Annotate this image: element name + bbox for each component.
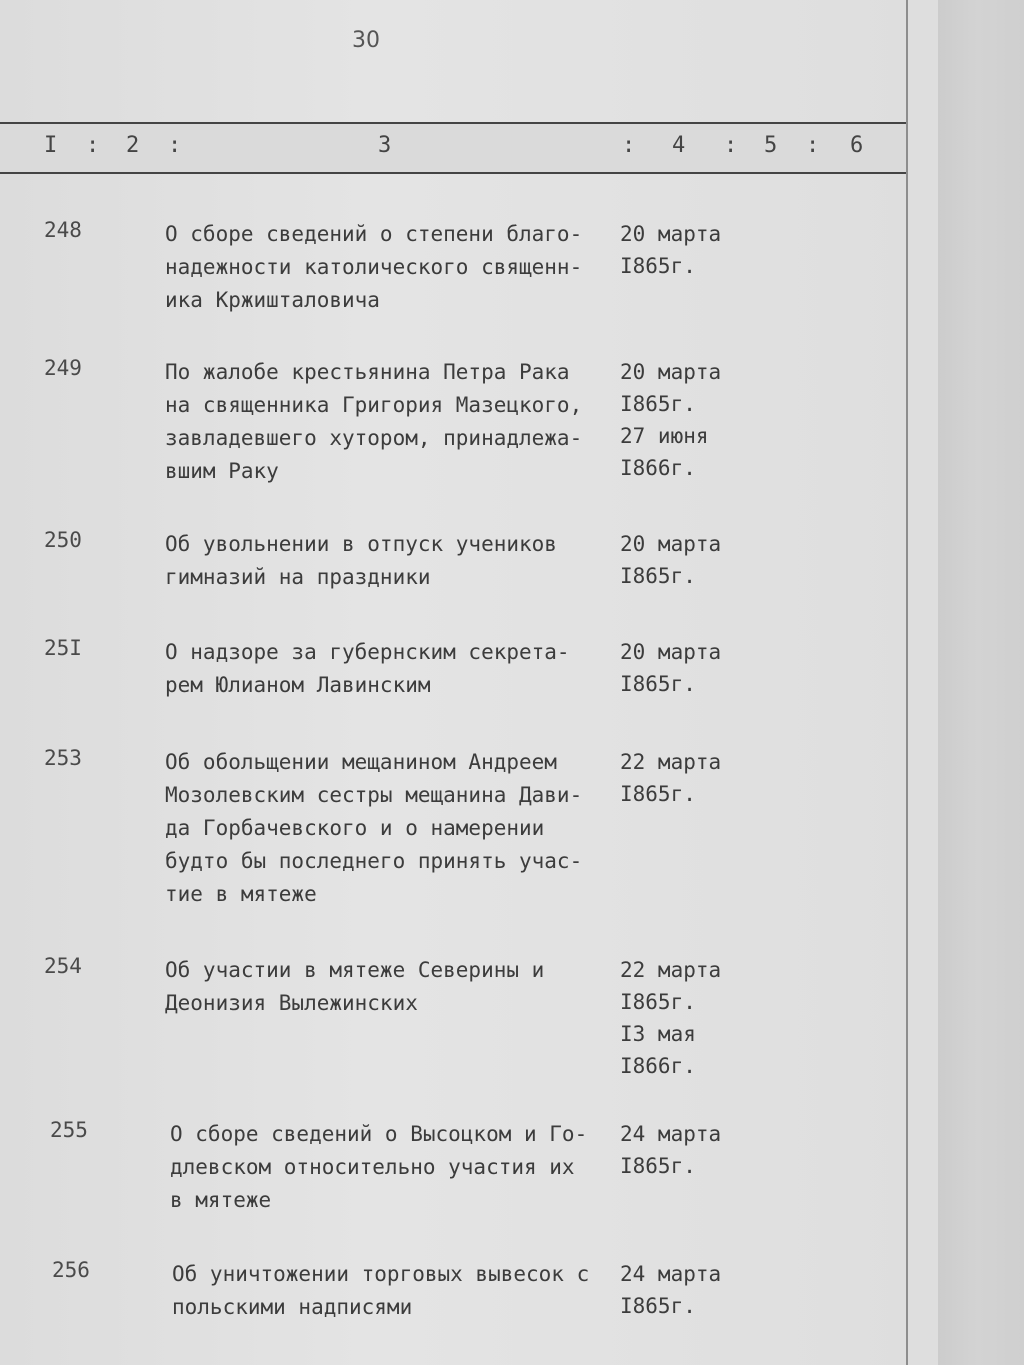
column-separator: :	[86, 133, 100, 158]
column-separator: :	[622, 133, 636, 158]
column-header-6: 6	[850, 133, 864, 158]
column-header-4: 4	[672, 133, 686, 158]
column-separator: :	[806, 133, 820, 158]
entry-date: 20 марта I865г. 27 июня I866г.	[620, 360, 722, 480]
entry-description: О сборе сведений о степени благо- надежности католического священн- ика Кржишталовича	[165, 222, 583, 312]
entry-description: О сборе сведений о Высоцком и Го- длевском относительно участия их в мятеже	[170, 1122, 588, 1212]
entry-date: 22 марта I865г. I3 мая I866г.	[620, 958, 722, 1078]
entry-number: 255	[50, 1118, 88, 1142]
page-edge	[906, 0, 908, 1365]
entry-date: 22 марта I865г.	[620, 750, 722, 806]
column-header-1: I	[44, 133, 58, 158]
entry-description: Об обольщении мещанином Андреем Мозолевским сестры мещанина Дави- да Горбачевского и о намерении будто бы последнего принять учас- тие в мятеже	[165, 750, 583, 906]
column-header-5: 5	[764, 133, 778, 158]
entry-date: 20 марта I865г.	[620, 640, 722, 696]
entry-date: 20 марта I865г.	[620, 532, 722, 588]
entry-description: О надзоре за губернским секрета- рем Юлианом Лавинским	[165, 640, 570, 697]
column-header-2: 2	[126, 133, 140, 158]
column-separator: :	[724, 133, 738, 158]
entry-description: По жалобе крестьянина Петра Рака на священника Григория Мазецкого, завладевшего хутором, принадлежа- вшим Раку	[165, 360, 583, 483]
entry-number: 248	[44, 218, 82, 242]
entry-number: 253	[44, 746, 82, 770]
entry-number: 250	[44, 528, 82, 552]
column-header-row	[0, 122, 906, 174]
entry-description: Об участии в мятеже Северины и Деонизия Вылежинских	[165, 958, 545, 1015]
entry-date: 24 марта I865г.	[620, 1122, 722, 1178]
entry-date: 24 марта I865г.	[620, 1262, 722, 1318]
entry-number: 254	[44, 954, 82, 978]
column-separator: :	[168, 133, 182, 158]
entry-description: Об увольнении в отпуск учеников гимназий на праздники	[165, 532, 557, 589]
page-number: 30	[352, 28, 380, 53]
entry-number: 256	[52, 1258, 90, 1282]
column-header-3: 3	[378, 133, 392, 158]
entry-number: 249	[44, 356, 82, 380]
entry-number: 25I	[44, 636, 82, 660]
entry-date: 20 марта I865г.	[620, 222, 722, 278]
entry-description: Об уничтожении торговых вывесок с польскими надписями	[172, 1262, 590, 1319]
